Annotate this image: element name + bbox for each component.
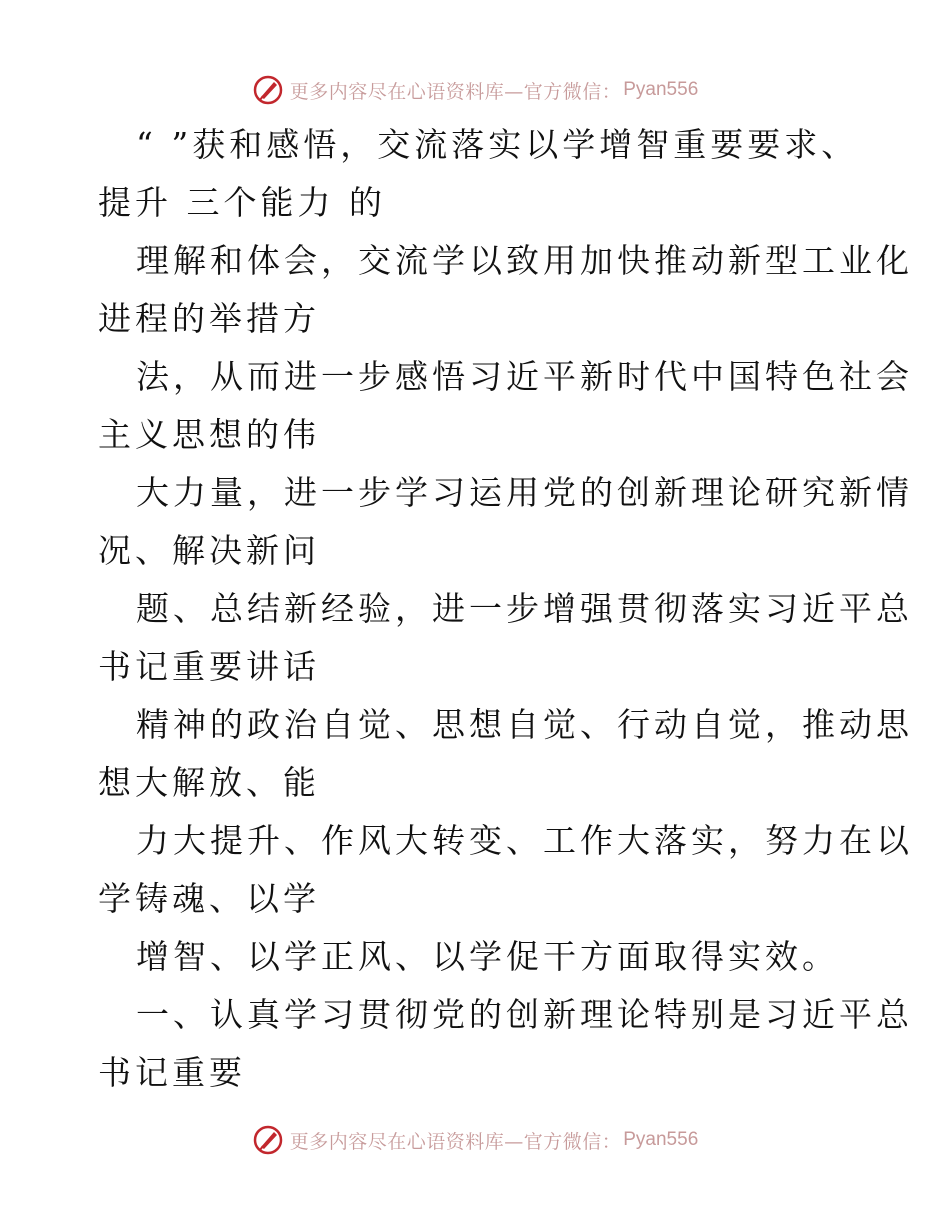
document-body <box>98 116 913 1102</box>
body-line: 进程的举措方 <box>98 299 320 338</box>
body-line: 增智、以学正风、以学促干方面取得实效。 <box>136 937 839 976</box>
body-line: 书记重要 <box>98 1053 246 1092</box>
body-line: 力大提升、作风大转变、工作大落实，努力在以 <box>136 821 913 860</box>
body-line: 大力量，进一步学习运用党的创新理论研究新情 <box>136 473 913 512</box>
header-watermark-handle: Pyan556 <box>623 79 699 100</box>
body-line: 主义思想的伟 <box>98 415 320 454</box>
body-line: 况、解决新问 <box>98 531 320 570</box>
footer-watermark-banner <box>0 1120 950 1160</box>
body-line: 想大解放、能 <box>98 763 320 802</box>
header-watermark-text: 更多内容尽在心语资料库—官方微信： <box>289 80 622 103</box>
body-line: 书记重要讲话 <box>98 647 320 686</box>
body-line: 法，从而进一步感悟习近平新时代中国特色社会 <box>136 357 913 396</box>
body-line: 理解和体会，交流学以致用加快推动新型工业化 <box>136 241 913 280</box>
body-line: 精神的政治自觉、思想自觉、行动自觉，推动思 <box>136 705 913 744</box>
body-line: 提升 三个能力 的 <box>98 183 386 222</box>
body-line: 题、总结新经验，进一步增强贯彻落实习近平总 <box>136 589 913 628</box>
footer-watermark-text: 更多内容尽在心语资料库—官方微信： <box>289 1130 622 1153</box>
footer-watermark-handle: Pyan556 <box>623 1129 699 1150</box>
quill-logo-icon <box>252 74 284 106</box>
body-line: “ ”获和感悟，交流落实以学增智重要要求、 <box>136 125 859 164</box>
header-watermark-banner <box>0 70 950 110</box>
quill-logo-icon <box>252 1124 284 1156</box>
body-line: 一、认真学习贯彻党的创新理论特别是习近平总 <box>136 995 913 1034</box>
body-line: 学铸魂、以学 <box>98 879 320 918</box>
